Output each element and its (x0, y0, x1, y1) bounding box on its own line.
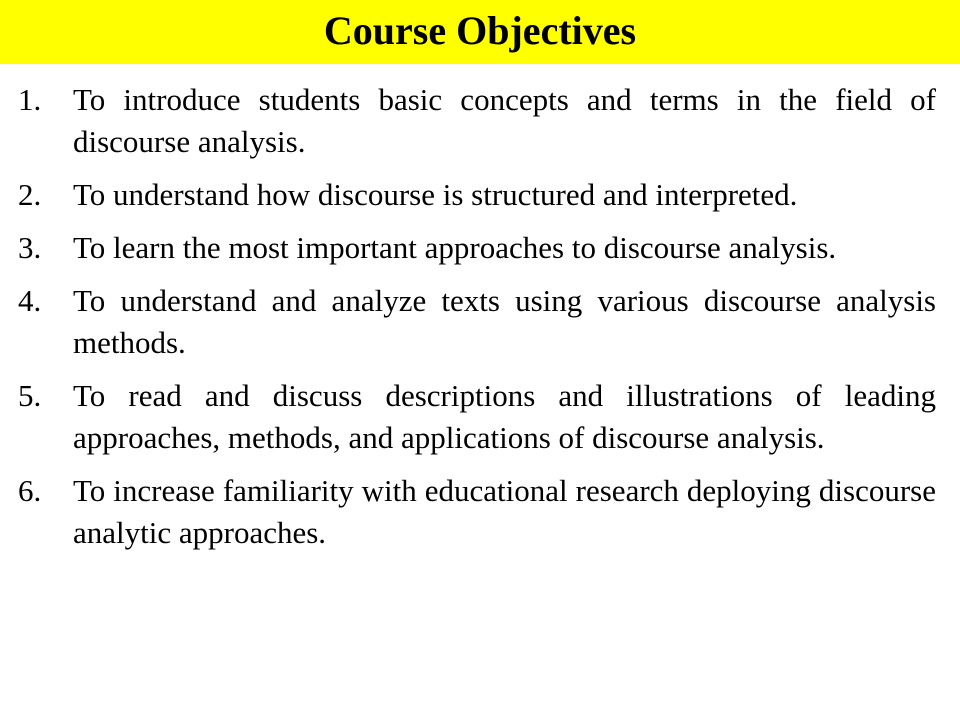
objective-item (18, 227, 936, 269)
objective-number: 5. (18, 378, 42, 413)
objective-text: To increase familiarity with educational research deploying discourse analytic approaches. (73, 473, 936, 550)
objective-text: To read and discuss descriptions and illustrations of leading approaches, methods, and applications of discourse analysis. (73, 378, 936, 455)
title-bar (0, 0, 960, 64)
objective-number: 2. (18, 177, 42, 212)
objective-text: To understand how discourse is structured and interpreted. (73, 177, 798, 212)
objective-number: 4. (18, 283, 42, 318)
objective-text: To introduce students basic concepts and terms in the field of discourse analysis. (73, 82, 936, 159)
objective-item (18, 375, 936, 459)
objective-number: 1. (18, 82, 42, 117)
objective-number: 6. (18, 473, 42, 508)
objective-item (18, 280, 936, 364)
objective-item (18, 174, 936, 216)
objective-item (18, 79, 936, 163)
objective-text: To understand and analyze texts using various discourse analysis methods. (73, 283, 936, 360)
objective-item (18, 470, 936, 554)
slide-title: Course Objectives (323, 8, 637, 53)
objectives-list (18, 79, 936, 565)
objective-text: To learn the most important approaches to discourse analysis. (73, 230, 837, 265)
objective-number: 3. (18, 230, 42, 265)
